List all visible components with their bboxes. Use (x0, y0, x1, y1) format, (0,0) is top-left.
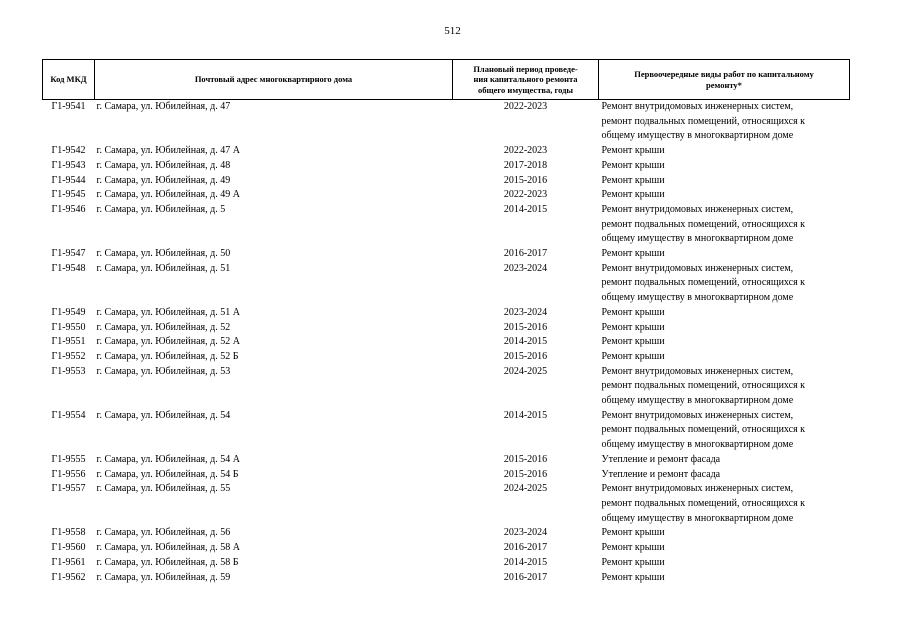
works-line: Утепление и ремонт фасада (601, 453, 721, 465)
table-body (43, 100, 850, 586)
mkd-code-cell: Г1-9556 (51, 468, 86, 480)
works-line: Ремонт внутридомовых инженерных систем, (601, 262, 794, 274)
table-row (43, 571, 850, 586)
works-line: Ремонт крыши (601, 145, 665, 157)
table-row (43, 306, 850, 321)
period-cell: 2023-2024 (503, 527, 548, 539)
table-row (43, 453, 850, 468)
works-line: общему имуществу в многоквартирном доме (601, 512, 794, 524)
works-line: Ремонт внутридомовых инженерных систем, (601, 483, 794, 495)
mkd-code-cell: Г1-9555 (51, 453, 86, 465)
period-cell: 2022-2023 (503, 189, 548, 201)
works-cell (599, 350, 850, 365)
address-cell: г. Самара, ул. Юбилейная, д. 55 (96, 483, 231, 495)
works-line: общему имуществу в многоквартирном доме (601, 439, 794, 451)
period-cell: 2015-2016 (503, 453, 548, 465)
address-cell: г. Самара, ул. Юбилейная, д. 52 А (96, 336, 240, 348)
works-cell (599, 453, 850, 468)
mkd-code-cell: Г1-9549 (51, 306, 86, 318)
table-row (43, 203, 850, 247)
mkd-code-cell: Г1-9552 (51, 350, 86, 362)
address-cell: г. Самара, ул. Юбилейная, д. 47 А (96, 145, 240, 157)
mkd-code-cell: Г1-9560 (51, 542, 86, 554)
works-cell (599, 306, 850, 321)
works-cell (599, 203, 850, 247)
period-cell: 2015-2016 (503, 350, 548, 362)
address-cell: г. Самара, ул. Юбилейная, д. 49 А (96, 189, 240, 201)
table-row (43, 188, 850, 203)
works-cell (599, 571, 850, 586)
table-row (43, 409, 850, 453)
address-cell: г. Самара, ул. Юбилейная, д. 51 А (96, 306, 240, 318)
works-line: Ремонт крыши (601, 571, 665, 583)
period-cell: 2016-2017 (503, 248, 548, 260)
period-cell: 2015-2016 (503, 468, 548, 480)
address-cell: г. Самара, ул. Юбилейная, д. 52 Б (96, 350, 239, 362)
period-cell: 2015-2016 (503, 174, 548, 186)
address-cell: г. Самара, ул. Юбилейная, д. 52 (96, 321, 231, 333)
works-line: Ремонт крыши (601, 189, 665, 201)
works-line: Ремонт крыши (601, 248, 665, 260)
works-line: Ремонт крыши (601, 159, 665, 171)
table-row (43, 159, 850, 174)
mkd-code-cell: Г1-9562 (51, 571, 86, 583)
mkd-code-cell: Г1-9545 (51, 189, 86, 201)
works-line: Ремонт крыши (601, 542, 665, 554)
works-cell (599, 335, 850, 350)
works-line: ремонт подвальных помещений, относящихся к (601, 115, 806, 127)
table-row (43, 335, 850, 350)
table-header (43, 60, 850, 100)
address-cell: г. Самара, ул. Юбилейная, д. 49 (96, 174, 231, 186)
works-line: Ремонт крыши (601, 336, 665, 348)
header-address: Почтовый адрес многоквартирного дома (95, 60, 453, 100)
works-cell (599, 247, 850, 262)
address-cell: г. Самара, ул. Юбилейная, д. 50 (96, 248, 231, 260)
mkd-code-cell: Г1-9542 (51, 145, 86, 157)
works-line: ремонт подвальных помещений, относящихся к (601, 218, 806, 230)
header-period-line: Плановый период проведе- (473, 63, 578, 74)
address-cell: г. Самара, ул. Юбилейная, д. 56 (96, 527, 231, 539)
header-code: Код МКД (43, 60, 95, 100)
works-line: общему имуществу в многоквартирном доме (601, 292, 794, 304)
address-cell: г. Самара, ул. Юбилейная, д. 58 А (96, 542, 240, 554)
table-row (43, 556, 850, 571)
mkd-code-cell: Г1-9544 (51, 174, 86, 186)
works-cell (599, 526, 850, 541)
header-period-line: общего имущества, годы (477, 84, 574, 95)
mkd-code-cell: Г1-9546 (51, 203, 86, 215)
works-line: Ремонт внутридомовых инженерных систем, (601, 365, 794, 377)
address-cell: г. Самара, ул. Юбилейная, д. 53 (96, 365, 231, 377)
works-line: ремонт подвальных помещений, относящихся к (601, 497, 806, 509)
table-row (43, 144, 850, 159)
table-row (43, 526, 850, 541)
table-row (43, 482, 850, 526)
works-cell (599, 144, 850, 159)
works-cell (599, 174, 850, 189)
table-row (43, 365, 850, 409)
mkd-code-cell: Г1-9541 (51, 101, 86, 112)
period-cell: 2014-2015 (503, 409, 548, 421)
period-cell: 2014-2015 (503, 203, 548, 215)
address-cell: г. Самара, ул. Юбилейная, д. 54 Б (96, 468, 239, 480)
works-cell (599, 541, 850, 556)
table-row (43, 541, 850, 556)
works-line: ремонт подвальных помещений, относящихся к (601, 380, 806, 392)
works-cell (599, 262, 850, 306)
mkd-code-cell: Г1-9550 (51, 321, 86, 333)
works-line: ремонт подвальных помещений, относящихся к (601, 424, 806, 436)
period-cell: 2023-2024 (503, 306, 548, 318)
period-cell: 2024-2025 (503, 365, 548, 377)
address-cell: г. Самара, ул. Юбилейная, д. 5 (96, 203, 226, 215)
works-cell (599, 468, 850, 483)
table-row (43, 174, 850, 189)
works-line: Ремонт крыши (601, 321, 665, 333)
works-line: Ремонт крыши (601, 527, 665, 539)
mkd-code-cell: Г1-9547 (51, 248, 86, 260)
mkd-code-cell: Г1-9553 (51, 365, 86, 377)
address-cell: г. Самара, ул. Юбилейная, д. 58 Б (96, 556, 239, 568)
works-line: Ремонт крыши (601, 306, 665, 318)
period-cell: 2016-2017 (503, 571, 548, 583)
works-cell (599, 100, 850, 145)
table-row (43, 468, 850, 483)
address-cell: г. Самара, ул. Юбилейная, д. 54 А (96, 453, 240, 465)
period-cell: 2023-2024 (503, 262, 548, 274)
works-cell (599, 365, 850, 409)
works-line: общему имуществу в многоквартирном доме (601, 395, 794, 407)
period-cell: 2015-2016 (503, 321, 548, 333)
works-line: Ремонт крыши (601, 350, 665, 362)
works-cell (599, 188, 850, 203)
address-cell: г. Самара, ул. Юбилейная, д. 59 (96, 571, 231, 583)
works-cell (599, 409, 850, 453)
address-cell: г. Самара, ул. Юбилейная, д. 51 (96, 262, 231, 274)
mkd-code-cell: Г1-9548 (51, 262, 86, 274)
works-line: Ремонт внутридомовых инженерных систем, (601, 101, 794, 112)
table-row (43, 350, 850, 365)
table-row (43, 321, 850, 336)
capital-repair-table (42, 59, 850, 585)
mkd-code-cell: Г1-9558 (51, 527, 86, 539)
works-cell (599, 556, 850, 571)
works-cell (599, 482, 850, 526)
period-cell: 2017-2018 (503, 159, 548, 171)
mkd-code-cell: Г1-9551 (51, 336, 86, 348)
address-cell: г. Самара, ул. Юбилейная, д. 48 (96, 159, 231, 171)
works-line: общему имуществу в многоквартирном доме (601, 233, 794, 245)
works-line: Ремонт внутридомовых инженерных систем, (601, 203, 794, 215)
mkd-code-cell: Г1-9561 (51, 556, 86, 568)
period-cell: 2016-2017 (503, 542, 548, 554)
period-cell: 2022-2023 (503, 101, 548, 112)
header-works-line: ремонту* (706, 79, 742, 90)
works-line: общему имуществу в многоквартирном доме (601, 130, 794, 142)
header-period (453, 60, 599, 100)
table-row (43, 247, 850, 262)
works-line: Утепление и ремонт фасада (601, 468, 721, 480)
header-period-line: ния капитального ремонта (473, 74, 578, 85)
works-cell (599, 321, 850, 336)
header-works-line: Первоочередные виды работ по капитальному (634, 69, 814, 79)
works-line: Ремонт крыши (601, 174, 665, 186)
works-line: Ремонт внутридомовых инженерных систем, (601, 409, 794, 421)
period-cell: 2014-2015 (503, 556, 548, 568)
works-line: ремонт подвальных помещений, относящихся к (601, 277, 806, 289)
table-row (43, 100, 850, 145)
table-row (43, 262, 850, 306)
works-cell (599, 159, 850, 174)
period-cell: 2014-2015 (503, 336, 548, 348)
mkd-code-cell: Г1-9557 (51, 483, 86, 495)
mkd-code-cell: Г1-9554 (51, 409, 86, 421)
header-works (599, 60, 850, 100)
address-cell: г. Самара, ул. Юбилейная, д. 47 (96, 101, 231, 112)
period-cell: 2022-2023 (503, 145, 548, 157)
mkd-code-cell: Г1-9543 (51, 159, 86, 171)
period-cell: 2024-2025 (503, 483, 548, 495)
works-line: Ремонт крыши (601, 556, 665, 568)
page-number: 512 (444, 25, 461, 37)
address-cell: г. Самара, ул. Юбилейная, д. 54 (96, 409, 231, 421)
